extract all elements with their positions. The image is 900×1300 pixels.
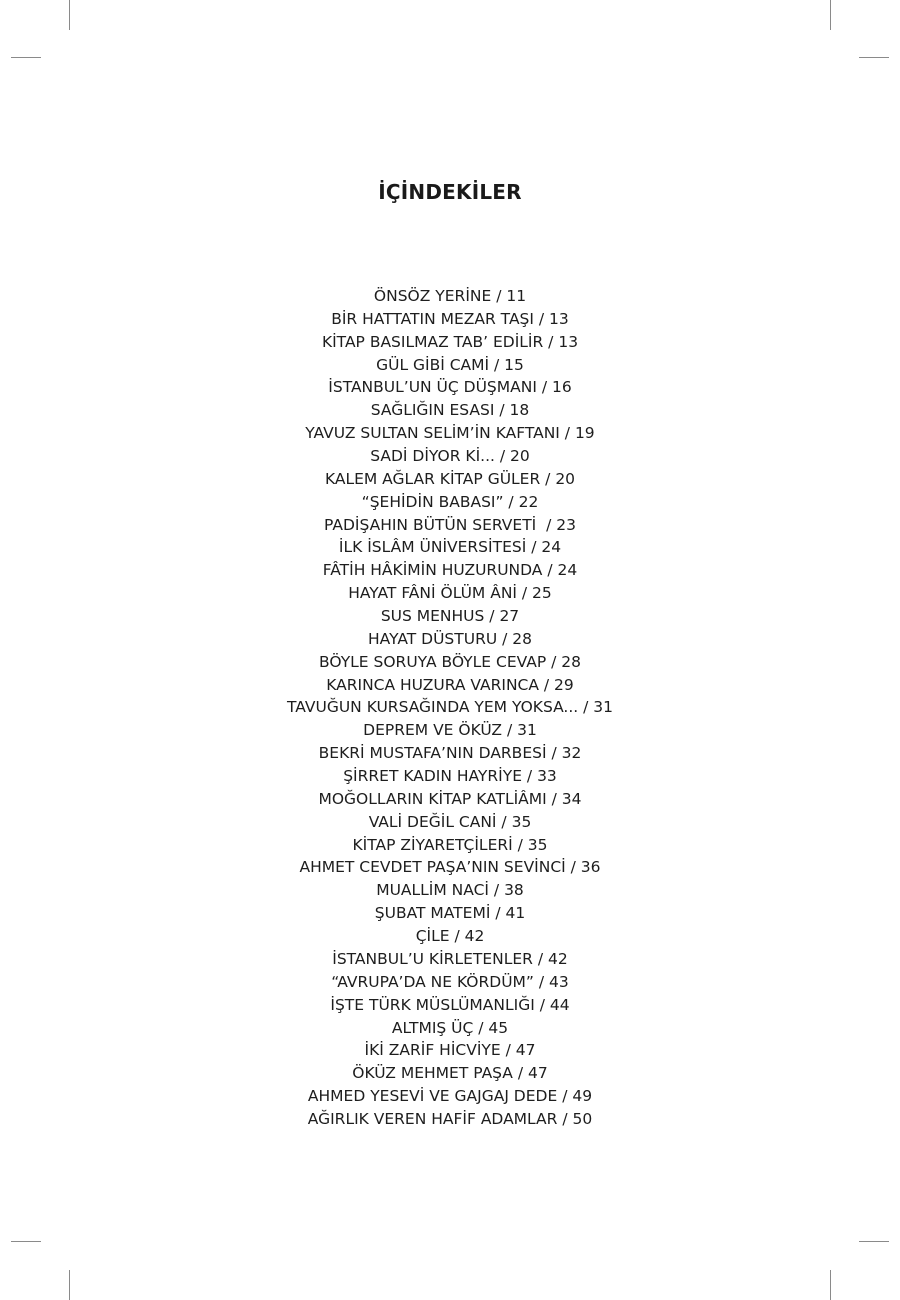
toc-entry: HAYAT FÂNİ ÖLÜM ÂNİ / 25 — [348, 584, 552, 603]
toc-entry: ŞİRRET KADIN HAYRİYE / 33 — [343, 767, 557, 786]
page-title: İÇİNDEKİLER — [378, 180, 522, 205]
toc-entry: KALEM AĞLAR KİTAP GÜLER / 20 — [324, 469, 576, 488]
toc-entry: İŞTE TÜRK MÜSLÜMANLIĞI / 44 — [330, 995, 570, 1014]
toc-entry: ÖKÜZ MEHMET PAŞA / 47 — [352, 1064, 548, 1083]
toc-entry: SUS MENHUS / 27 — [380, 607, 520, 626]
crop-mark — [830, 1270, 831, 1300]
toc-entry: MUALLİM NACİ / 38 — [376, 881, 524, 900]
toc-entry: MOĞOLLARIN KİTAP KATLİÂMI / 34 — [318, 789, 582, 808]
toc-entry: ÖNSÖZ YERİNE / 11 — [373, 287, 527, 305]
toc-entry: BİR HATTATIN MEZAR TAŞI / 13 — [331, 309, 569, 328]
toc-entry: YAVUZ SULTAN SELİM’İN KAFTANI / 19 — [305, 424, 595, 443]
crop-mark — [830, 0, 831, 30]
toc-entry: DEPREM VE ÖKÜZ / 31 — [363, 721, 537, 740]
toc-entry: HAYAT DÜSTURU / 28 — [368, 629, 532, 648]
toc-entry: ALTMIŞ ÜÇ / 45 — [391, 1018, 509, 1037]
toc-entry: İLK İSLÂM ÜNİVERSİTESİ / 24 — [338, 538, 562, 557]
toc-entry: İSTANBUL’UN ÜÇ DÜŞMANI / 16 — [328, 378, 572, 397]
crop-mark — [11, 57, 41, 58]
toc-entry: “ŞEHİDİN BABASI” / 22 — [361, 492, 539, 511]
crop-mark — [859, 1241, 889, 1242]
crop-mark — [69, 1270, 70, 1300]
toc-entry: KARINCA HUZURA VARINCA / 29 — [326, 675, 574, 694]
toc-entry: AĞIRLIK VEREN HAFİF ADAMLAR / 50 — [307, 1109, 593, 1128]
toc-entry: AHMED YESEVİ VE GAJGAJ DEDE / 49 — [307, 1087, 593, 1106]
toc-entry: PADİŞAHIN BÜTÜN SERVETİ / 23 — [324, 515, 576, 534]
crop-mark — [69, 0, 70, 30]
toc-entry: TAVUĞUN KURSAĞINDA YEM YOKSA... / 31 — [287, 698, 613, 717]
crop-mark — [859, 57, 889, 58]
toc-entry: İSTANBUL’U KİRLETENLER / 42 — [332, 949, 568, 968]
crop-mark — [11, 1241, 41, 1242]
toc-entry: ÇİLE / 42 — [415, 927, 485, 946]
toc-entry: İKİ ZARİF HİCVİYE / 47 — [364, 1041, 536, 1060]
toc-entry: KİTAP BASILMAZ TAB’ EDİLİR / 13 — [321, 332, 579, 351]
toc-entry: VALİ DEĞİL CANİ / 35 — [368, 812, 532, 831]
toc-entry: KİTAP ZİYARETÇİLERİ / 35 — [352, 835, 548, 854]
toc-entry: SADİ DİYOR Kİ... / 20 — [370, 447, 530, 466]
toc-entry: BEKRİ MUSTAFA’NIN DARBESİ / 32 — [318, 744, 582, 763]
toc-entry: FÂTİH HÂKİMİN HUZURUNDA / 24 — [322, 561, 578, 580]
table-of-contents — [0, 285, 900, 1131]
toc-entry: AHMET CEVDET PAŞA’NIN SEVİNCİ / 36 — [299, 858, 601, 877]
toc-entry: “AVRUPA’DA NE KÖRDÜM” / 43 — [331, 972, 569, 991]
toc-entry: BÖYLE SORUYA BÖYLE CEVAP / 28 — [318, 652, 581, 671]
toc-entry: GÜL GİBİ CAMİ / 15 — [376, 355, 524, 374]
toc-entry: SAĞLIĞIN ESASI / 18 — [370, 401, 530, 420]
toc-entry: ŞUBAT MATEMİ / 41 — [374, 904, 526, 923]
